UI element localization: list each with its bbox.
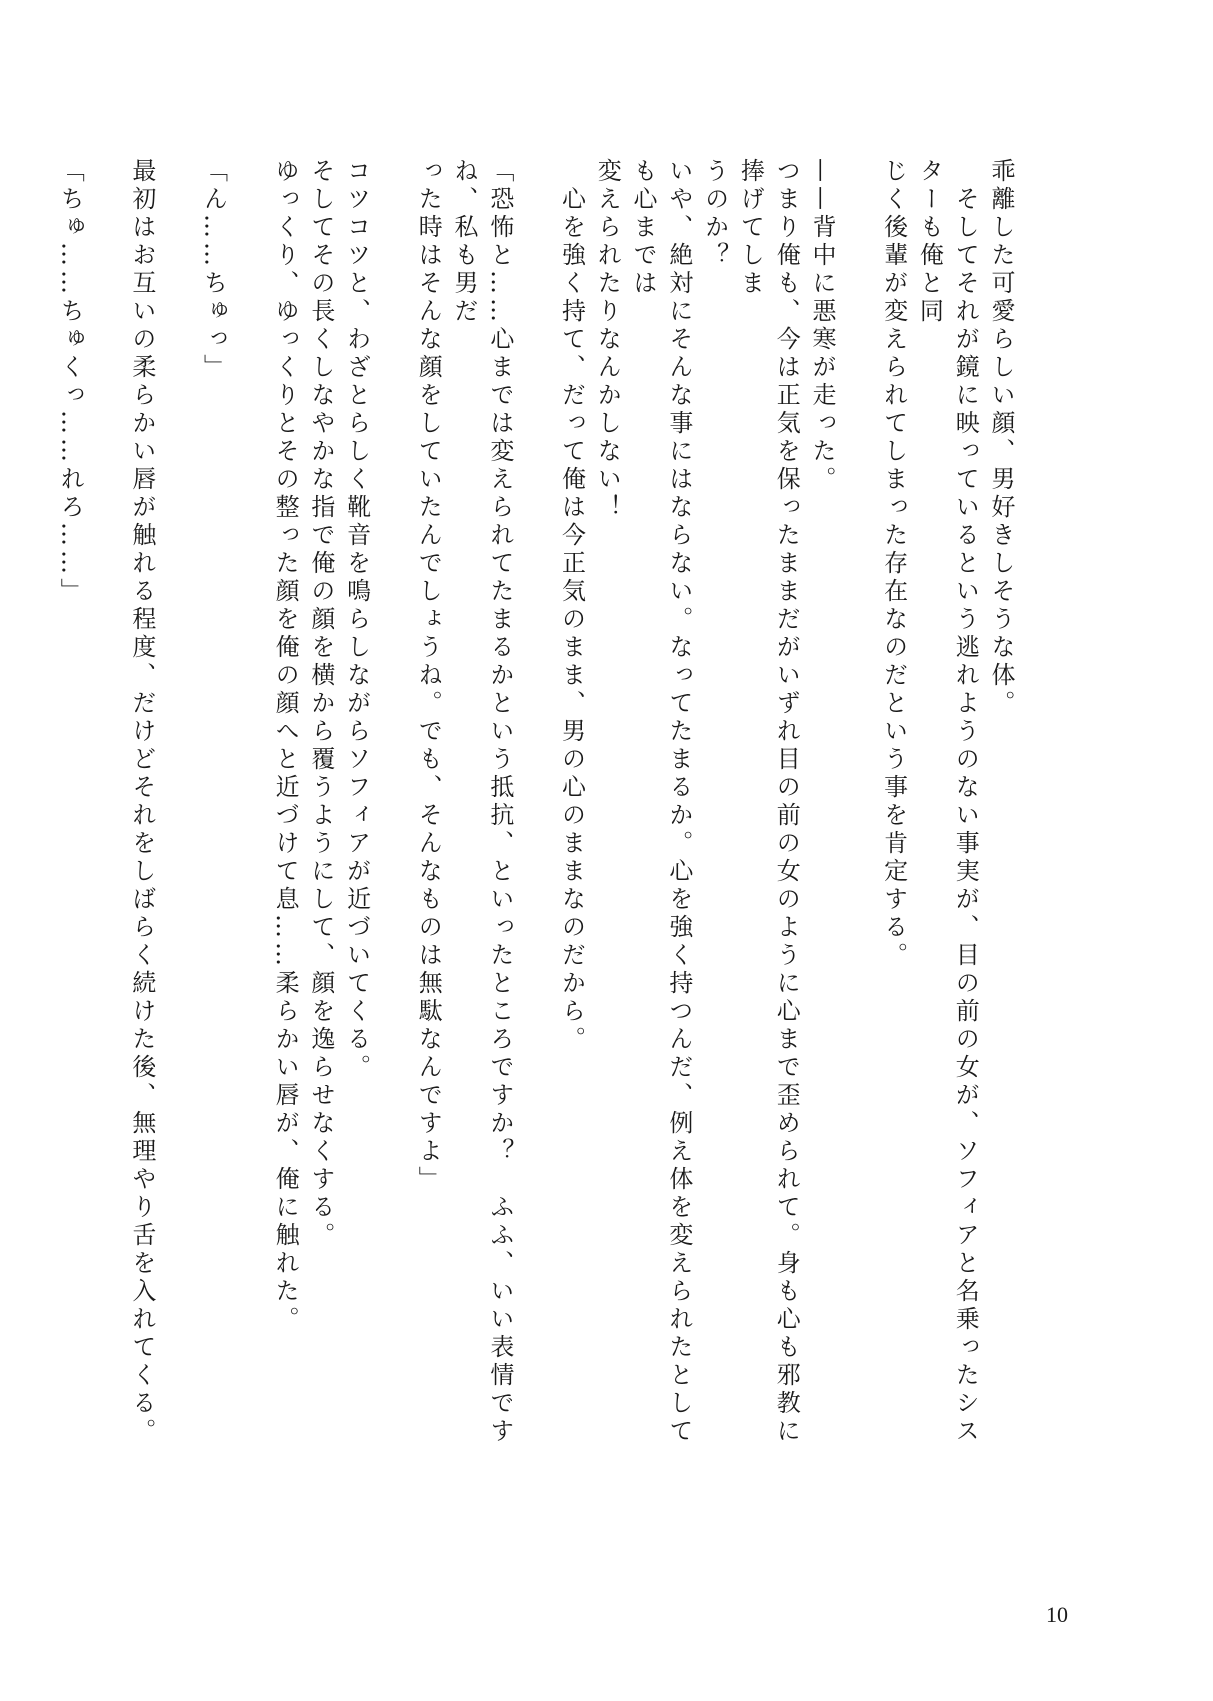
text-line: コツコツと、わざとらしく靴音を鳴らしながらソフィアが近づいてくる。	[342, 158, 371, 1082]
text-line: った時はそんな顔をしていたんでしょうね。でも、そんなものは無駄なんですよ」	[414, 158, 443, 1194]
blank-line	[230, 158, 266, 1458]
text-line: つまり俺も、今は正気を保ったままだがいずれ目の前の女のように心まで歪められて。身も心も邪教に捧げてしま	[736, 158, 801, 1446]
text-line: 乖離した可愛らしい顔、男好きしそうな体。	[987, 158, 1015, 718]
vertical-text-body	[56, 158, 1018, 1458]
text-line: いや、絶対にそんな事にはならない。なってたまるか。心を強く持つんだ、例え体を変えられたとしても心までは	[629, 158, 693, 1446]
text-line: 「恐怖と……心までは変えられてたまるかという抵抗、といったところですか？ ふふ、いい表情ですね、私も男だ	[450, 158, 514, 1446]
text-line: 心を強く持て、だって俺は今正気のまま、男の心のままなのだから。	[557, 158, 586, 1054]
page-number: 10	[1046, 1602, 1068, 1627]
text-line: じく後輩が変えられてしまった存在なのだという事を肯定する。	[879, 158, 908, 970]
blank-line	[87, 158, 123, 1458]
blank-line	[374, 158, 410, 1458]
text-line: そしてそれが鏡に映っているという逃れようのない事実が、目の前の女が、ソフィアと名乗ったシスターも俺と同	[915, 158, 980, 1446]
text-line: 「ちゅ……ちゅくっ……れろ……」	[56, 158, 85, 606]
text-line: 変えられたりなんかしない！	[593, 158, 622, 522]
blank-line	[839, 158, 875, 1458]
text-line: ゆっくり、ゆっくりとその整った顔を俺の顔へと近づけて息……柔らかい唇が、俺に触れた。	[271, 158, 300, 1334]
text-line: うのか？	[700, 158, 729, 270]
text-line: 「ん……ちゅっ」	[199, 158, 228, 382]
text-line: そしてその長くしなやかな指で俺の顔を横から覆うようにして、顔を逸らせなくする。	[306, 158, 335, 1250]
text-line: ——背中に悪寒が走った。	[808, 158, 837, 494]
blank-line	[517, 158, 553, 1458]
text-line: 最初はお互いの柔らかい唇が触れる程度、だけどそれをしばらく続けた後、無理やり舌を入れてくる。	[127, 158, 156, 1446]
blank-line	[159, 158, 195, 1458]
